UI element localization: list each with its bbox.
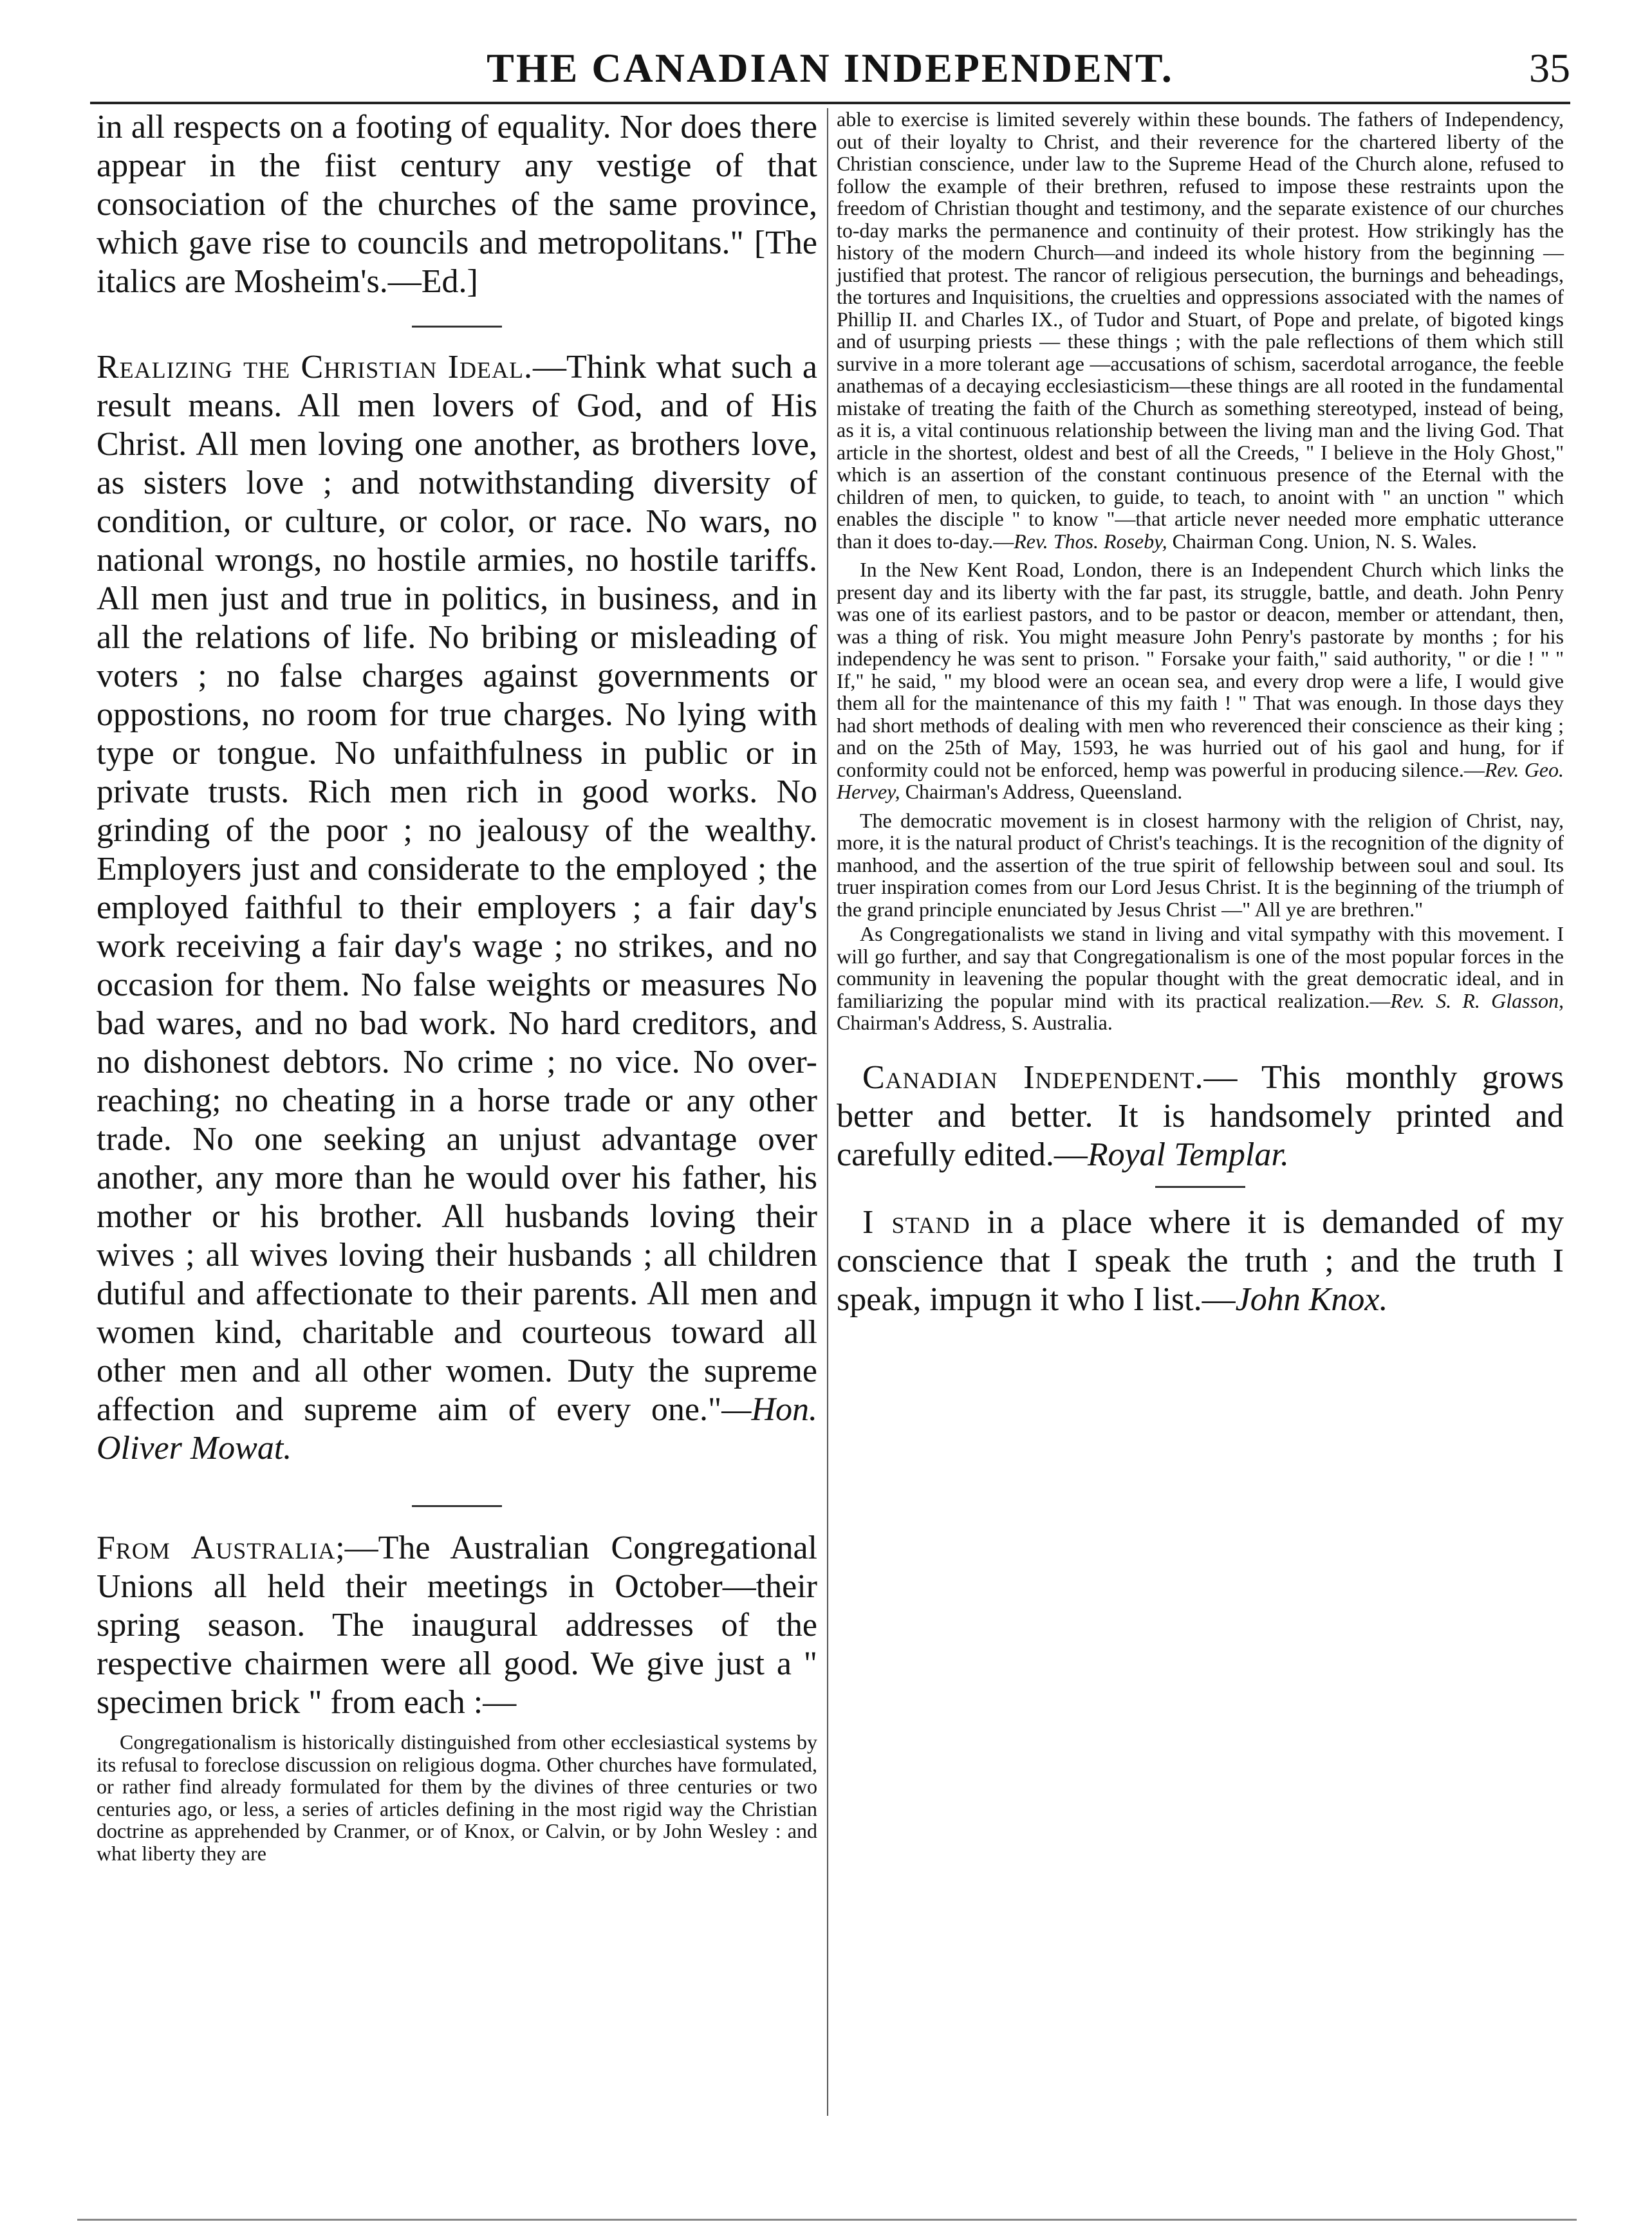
democratic-extract: The democratic movement is in closest harmony with the religion of Christ, nay, more, it is the natural product of Christ's teachings. It is the recognition of the dignity of manhood, and the assertion of the true spirit of fellowship between soul and soul. Its truer inspiration comes from our Lord Jesus Christ. It is the beginning of the triumph of the grand principle enunciated by Jesus Christ —" All ye are brethren." (837, 808, 1564, 921)
knox-source: John Knox. (1235, 1281, 1388, 1318)
canadian-independent-notice (837, 1059, 1564, 1174)
canadian-heading: Canadian Independent. (862, 1059, 1204, 1096)
knox-quote (837, 1203, 1564, 1319)
knox-lead: I stand (862, 1203, 970, 1241)
congregationalism-extract: Congregationalism is historically distinguished from other ecclesiastical systems by its refusal to foreclose discussion on religious dogma. Other churches have formulated, or rather find already formulated for them by the divines of three centuries or two centuries ago, or less, a series of articles defining in the most rigid way the Christian doctrine as apprehended by Cranmer, or of Knox, or Calvin, or by John Wesley : and what liberty they are (97, 1730, 817, 1865)
canadian-source: Royal Templar. (1087, 1136, 1289, 1173)
canadian-body: — This monthly grows better and better. It is handsomely printed and carefully edited.— (837, 1059, 1564, 1173)
hervey-attribution: Rev. Geo. Hervey, (837, 757, 1564, 803)
realizing-body: —Think what such a result means. All men lovers of God, and of His Christ. All men loving one another, as brothers love, as sisters love ; and notwithstanding diversity of condition, or culture, or color, or race. No wars, no national wrongs, no hostile armies, no hostile tariffs. All men just and true in politics, in business, and in all the relations of life. No bribing or misleading of voters ; no false charges against governments or oppostions, no room for true charges. No lying with type or tongue. No unfaithfulness in public or in private trusts. Rich men rich in good works. No grinding of the poor ; no jealousy of the wealthy. Employers just and considerate to the employed ; the employed faithful to their employers ; a fair day's work receiving a fair day's wage ; no strikes, and no occasion for them. No false weights or measures No bad wares, and no bad work. No hard creditors, and no dishonest debtors. No crime ; no vice. No over-reaching; no cheating in a horse trade or any other trade. No one seeking an unjust advantage over another, any more than he would over his father, his mother or his brother. All husbands loving their wives ; all wives loving their husbands ; all children dutiful and affectionate to their parents. All men and women kind, charitable and courteous toward all other men and all other women. Duty the supreme affection and supreme aim of every one." (97, 349, 818, 1428)
roseby-attribution: Rev. Thos. Roseby, (1014, 529, 1167, 553)
column-divider (827, 108, 828, 2116)
knox-body: in a place where it is demanded of my conscience that I speak the truth ; and the truth I speak, impugn it who I list.— (837, 1203, 1564, 1318)
hervey-extract (837, 559, 1564, 803)
publication-title: THE CANADIAN INDEPENDENT. (487, 45, 1174, 91)
mosheim-quote: in all respects on a footing of equality. Nor does there appear in the fiist century any vestige of that consociation of the churches of the same province, which gave rise to councils and metropolitans." [The italics are Mosheim's.—Ed.] (97, 109, 817, 300)
australia-body: ;—The Australian Congregational Unions all held their meetings in October—their spring season. The inaugural addresses of the respective chairmen were all good. We give just a " specimen brick " from each :— (97, 1530, 817, 1721)
realizing-heading: Realizing the Christian Ideal. (97, 349, 533, 385)
australia-heading: From Australia (97, 1530, 336, 1566)
australia-article (97, 1529, 817, 1722)
roseby-attribution-rest: Chairman Cong. Union, N. S. Wales. (1167, 529, 1477, 553)
bottom-rule (77, 2219, 1577, 2221)
header-rule (90, 102, 1570, 104)
hervey-attribution-rest: Chairman's Address, Queensland. (900, 780, 1183, 803)
glasson-attribution-rest: Chairman's Address, S. Australia. (837, 1011, 1113, 1034)
roseby-body: able to exercise is limited severely within these bounds. The fathers of Independency, out of their loyalty to Christ, and their reverence for the chartered liberty of the Christian conscience, under law to the Supreme Head of the Church alone, refused to follow the example of their brethren, refused to impose these restraints upon the freedom of Christian thought and testimony, and the separate existence of our churches to-day marks the permanence and continuity of their protest. How strikingly has the history of the modern Church—and indeed its whole history from the beginning — justified that protest. The rancor of religious persecution, the burnings and beheadings, the tortures and Inquisitions, the cruelties and oppressions associated with the names of Phillip II. and Charles IX., of Tudor and Stuart, of Pope and prelate, of bigoted kings and of usurping priests — these things ; with the pale reflections of them which still survive in a more tolerant age —accusations of schism, sacerdotal arrogance, the feeble anathemas of a decaying ecclesiasticism—these things are all rooted in the fundamental mistake of treating the faith of the Church as something stereotyped, instead of being, as it is, a vital continuous relationship between the living man and the living God. That article in the shortest, oldest and best of all the Creeds, " I believe in the Holy Ghost," which is an assertion of the constant continuous presence of the Eternal with the children of men, to quicken, to guide, to teach, to anoint with " an unction " which enables the disciple " to know "—that article never needed more emphatic utterance than it does to-day.— (837, 107, 1564, 553)
glasson-attribution: Rev. S. R. Glasson, (1390, 988, 1564, 1012)
left-column (97, 108, 817, 1864)
realizing-attribution: —Hon. Oliver Mowat. (97, 1391, 817, 1467)
glasson-body: As Congregationalists we stand in living and vital sympathy with this movement. I will go further, and say that Congregationalism is one of the most popular forces in the community in leavening the popular thought with the great democratic ideal, and in familiarizing the popular mind with its practical realization.— (837, 922, 1564, 1012)
glasson-extract (837, 923, 1564, 1034)
roseby-extract (837, 108, 1564, 552)
page-header (90, 35, 1570, 97)
hervey-body: In the New Kent Road, London, there is an Independent Church which links the present day and its liberty with the far past, its struggle, battle, and death. John Penry was one of its earliest pastors, and to be pastor or deacon, member or attendant, then, was a thing of risk. You might measure John Penry's pastorate by months ; for his independency he was sent to prison. " Forsake your faith," said authority, " or die ! " " If," he said, " my blood were an ocean sea, and every drop were a life, I would give them all for the maintenance of this my faith ! " That was enough. In those days they had short methods of dealing with men who reverenced their conscience as their king ; and on the 25th of May, 1593, he was hurried out of his gaol and hung, for if conformity could not be enforced, hemp was powerful in producing silence.— (837, 558, 1564, 781)
page-number: 35 (1529, 45, 1570, 91)
realizing-article (97, 348, 817, 1468)
right-column (837, 108, 1564, 1319)
